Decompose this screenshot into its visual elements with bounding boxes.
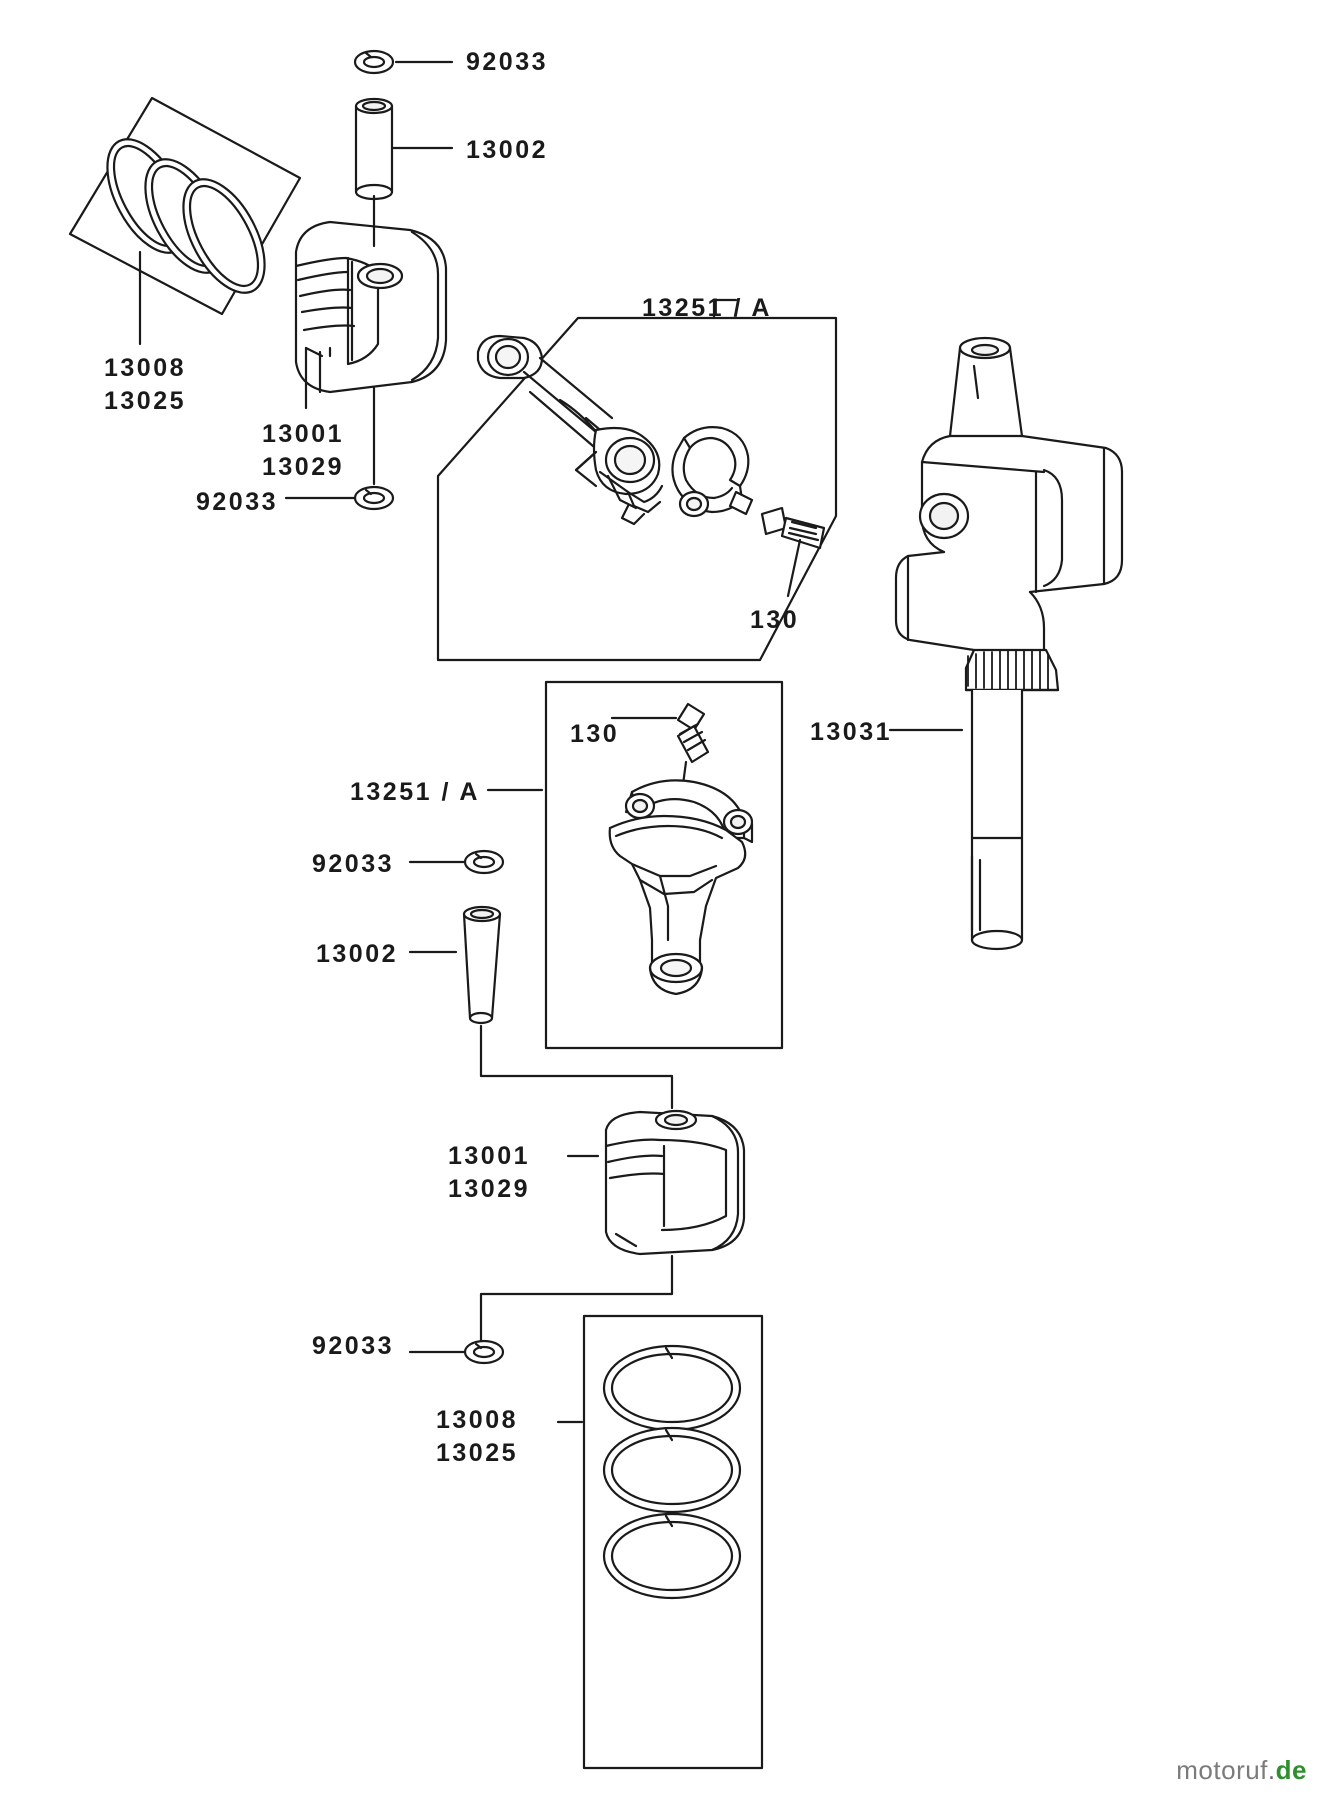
part-92033-left-snapring: [286, 487, 393, 509]
part-label-92033: 92033: [312, 850, 395, 878]
part-label-13002: 13002: [466, 136, 549, 164]
part-label-13002: 13002: [316, 940, 399, 968]
part-13031-crankshaft: [890, 338, 1122, 949]
part-label-13008-13025: [436, 1404, 518, 1470]
part-92033-top-snapring: [355, 51, 452, 73]
part-label-130: 130: [750, 606, 800, 634]
part-13251A-mid-conrod-box: [488, 682, 782, 1048]
label-line-1: 13008: [104, 354, 187, 382]
part-92033-mid-snapring: [410, 851, 503, 873]
label-line-2: 13025: [104, 387, 187, 415]
watermark-dot: .: [1267, 1755, 1276, 1785]
part-13008-13025-top-ringset: [70, 98, 300, 344]
part-92033-bottom-snapring: [410, 1341, 503, 1363]
part-13008-13025-bottom-ringset: [558, 1316, 762, 1768]
label-line-1: 13001: [448, 1142, 531, 1170]
part-label-130: 130: [570, 720, 620, 748]
label-line-1: 13001: [262, 420, 345, 448]
part-label-92033: 92033: [466, 48, 549, 76]
part-label-92033: 92033: [312, 1332, 395, 1360]
label-line-2: 13029: [262, 453, 345, 481]
watermark-text-2: de: [1275, 1755, 1307, 1785]
part-label-13001-13029: [262, 418, 344, 484]
part-label-13251A: 13251 / A: [642, 294, 772, 322]
label-line-1: 13008: [436, 1406, 519, 1434]
label-line-2: 13029: [448, 1175, 531, 1203]
part-label-13031: 13031: [810, 718, 893, 746]
part-label-13251A: 13251 / A: [350, 778, 480, 806]
label-line-2: 13025: [436, 1439, 519, 1467]
part-13002-top-pistonpin: [356, 99, 452, 199]
part-label-13008-13025: [104, 352, 186, 418]
watermark-text-1: motoruf: [1176, 1755, 1268, 1785]
part-label-13001-13029: [448, 1140, 530, 1206]
watermark: [1176, 1755, 1307, 1786]
part-label-92033: 92033: [196, 488, 279, 516]
